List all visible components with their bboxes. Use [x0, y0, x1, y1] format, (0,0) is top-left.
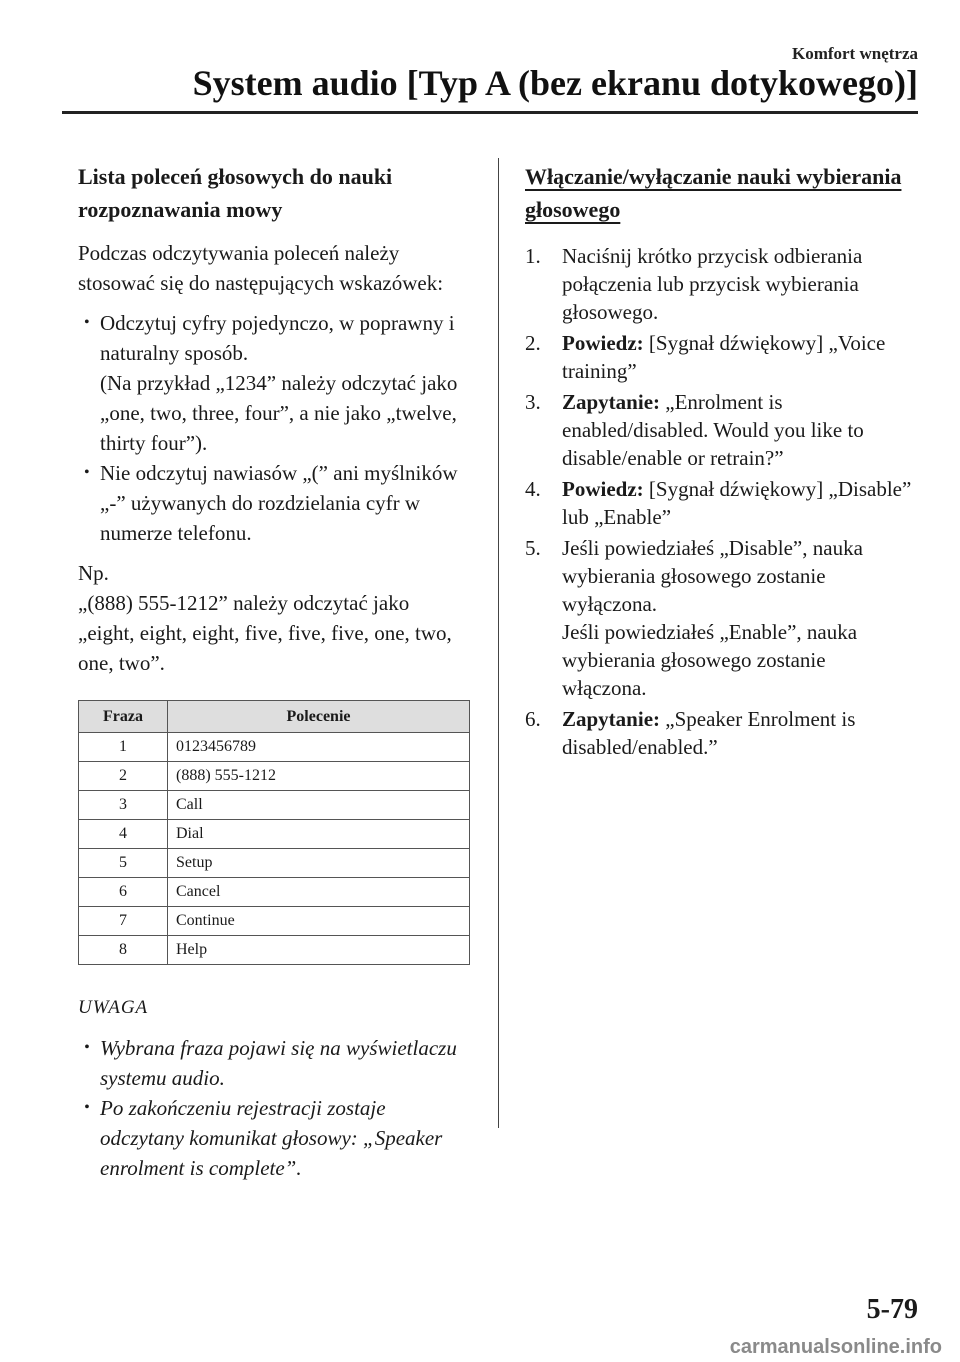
section-heading: Włączanie/wyłączanie nauki wybierania głosowego: [525, 164, 902, 222]
step-number: 4.: [525, 477, 541, 501]
table-cell: 4: [79, 820, 168, 849]
list-item: [78, 1033, 470, 1093]
table-row: [79, 878, 470, 907]
step-number: 3.: [525, 390, 541, 414]
step-item: [525, 475, 915, 531]
note-title: UWAGA: [78, 997, 149, 1018]
step-number: 2.: [525, 331, 541, 355]
step-text: „Speaker Enrolment is disabled/enabled.”: [562, 707, 856, 759]
table-cell: Continue: [168, 907, 470, 936]
table-header: Polecenie: [168, 701, 470, 733]
section-heading: Lista poleceń głosowych do nauki rozpoznawania mowy: [78, 164, 393, 222]
table-header-row: [79, 701, 470, 733]
example-text: „(888) 555-1212” należy odczytać jako „eight, eight, eight, five, five, five, one, two, one, two”.: [78, 591, 452, 675]
table-cell: Cancel: [168, 878, 470, 907]
step-item: [525, 534, 915, 702]
step-number: 1.: [525, 244, 541, 268]
table-cell: Help: [168, 936, 470, 965]
step-text: „Enrolment is enabled/disabled. Would you like to disable/enable or retrain?”: [562, 390, 864, 470]
step-keyword: Powiedz:: [562, 331, 644, 355]
column-divider: [498, 158, 499, 1128]
step-keyword: Powiedz:: [562, 477, 644, 501]
bullet-icon: •: [84, 1039, 90, 1056]
table-cell: 7: [79, 907, 168, 936]
note-block: [78, 997, 470, 1183]
table-cell: (888) 555-1212: [168, 762, 470, 791]
list-item: [78, 308, 470, 458]
note-text: Wybrana fraza pojawi się na wyświetlaczu systemu audio.: [100, 1036, 457, 1090]
step-keyword: Zapytanie:: [562, 390, 661, 414]
bullet-icon: •: [84, 314, 90, 331]
list-item: [78, 458, 470, 548]
watermark: carmanualsonline.info: [729, 1336, 942, 1358]
step-item: [525, 705, 915, 761]
table-cell: Setup: [168, 849, 470, 878]
step-item: [525, 329, 915, 385]
step-keyword: Zapytanie:: [562, 707, 661, 731]
table-row: [79, 733, 470, 762]
table-cell: Dial: [168, 820, 470, 849]
table-row: [79, 849, 470, 878]
table-cell: Call: [168, 791, 470, 820]
intro-paragraph: Podczas odczytywania poleceń należy stosować się do następujących wskazówek:: [78, 241, 444, 295]
section-label: Komfort wnętrza: [791, 44, 918, 63]
example-label: Np.: [78, 561, 109, 585]
step-text: [Sygnał dźwiękowy] „Disable” lub „Enable”: [562, 477, 912, 529]
bullet-subtext: (Na przykład „1234” należy odczytać jako „one, two, three, four”, a nie jako „twelve, thirty four”).: [100, 371, 458, 455]
table-cell: 2: [79, 762, 168, 791]
page-number: 5-79: [866, 1294, 918, 1325]
table-header: Fraza: [79, 701, 168, 733]
table-row: [79, 936, 470, 965]
table-row: [79, 762, 470, 791]
note-text: Po zakończeniu rejestracji zostaje odczytany komunikat głosowy: „Speaker enrolment is complete”.: [100, 1096, 443, 1180]
bullet-icon: •: [84, 464, 90, 481]
bullet-text: Nie odczytuj nawiasów „(” ani myślników „-” używanych do rozdzielania cyfr w numerze telefonu.: [100, 461, 458, 545]
step-number: 5.: [525, 536, 541, 560]
page-title: System audio [Typ A (bez ekranu dotykowego)]: [192, 63, 918, 103]
step-number: 6.: [525, 707, 541, 731]
table-row: [79, 820, 470, 849]
right-column: [525, 160, 915, 764]
table-cell: 5: [79, 849, 168, 878]
step-text: [Sygnał dźwiękowy] „Voice training”: [562, 331, 886, 383]
step-item: [525, 388, 915, 472]
bullet-text: Odczytuj cyfry pojedynczo, w poprawny i naturalny sposób.: [100, 311, 455, 365]
table-cell: 8: [79, 936, 168, 965]
step-text: Naciśnij krótko przycisk odbierania połączenia lub przycisk wybierania głosowego.: [562, 244, 863, 324]
table-cell: 6: [79, 878, 168, 907]
table-cell: 3: [79, 791, 168, 820]
table-cell: 1: [79, 733, 168, 762]
steps-list: [525, 242, 915, 761]
list-item: [78, 1093, 470, 1183]
step-item: [525, 242, 915, 326]
step-subtext: Jeśli powiedziałeś „Enable”, nauka wybierania głosowego zostanie włączona.: [562, 620, 858, 700]
bullet-icon: •: [84, 1099, 90, 1116]
table-row: [79, 791, 470, 820]
step-text: Jeśli powiedziałeś „Disable”, nauka wybierania głosowego zostanie wyłączona.: [562, 536, 863, 616]
header-rule: [62, 111, 918, 114]
table-row: [79, 907, 470, 936]
left-column: [78, 160, 470, 1183]
phrase-table: [78, 700, 470, 965]
table-cell: 0123456789: [168, 733, 470, 762]
